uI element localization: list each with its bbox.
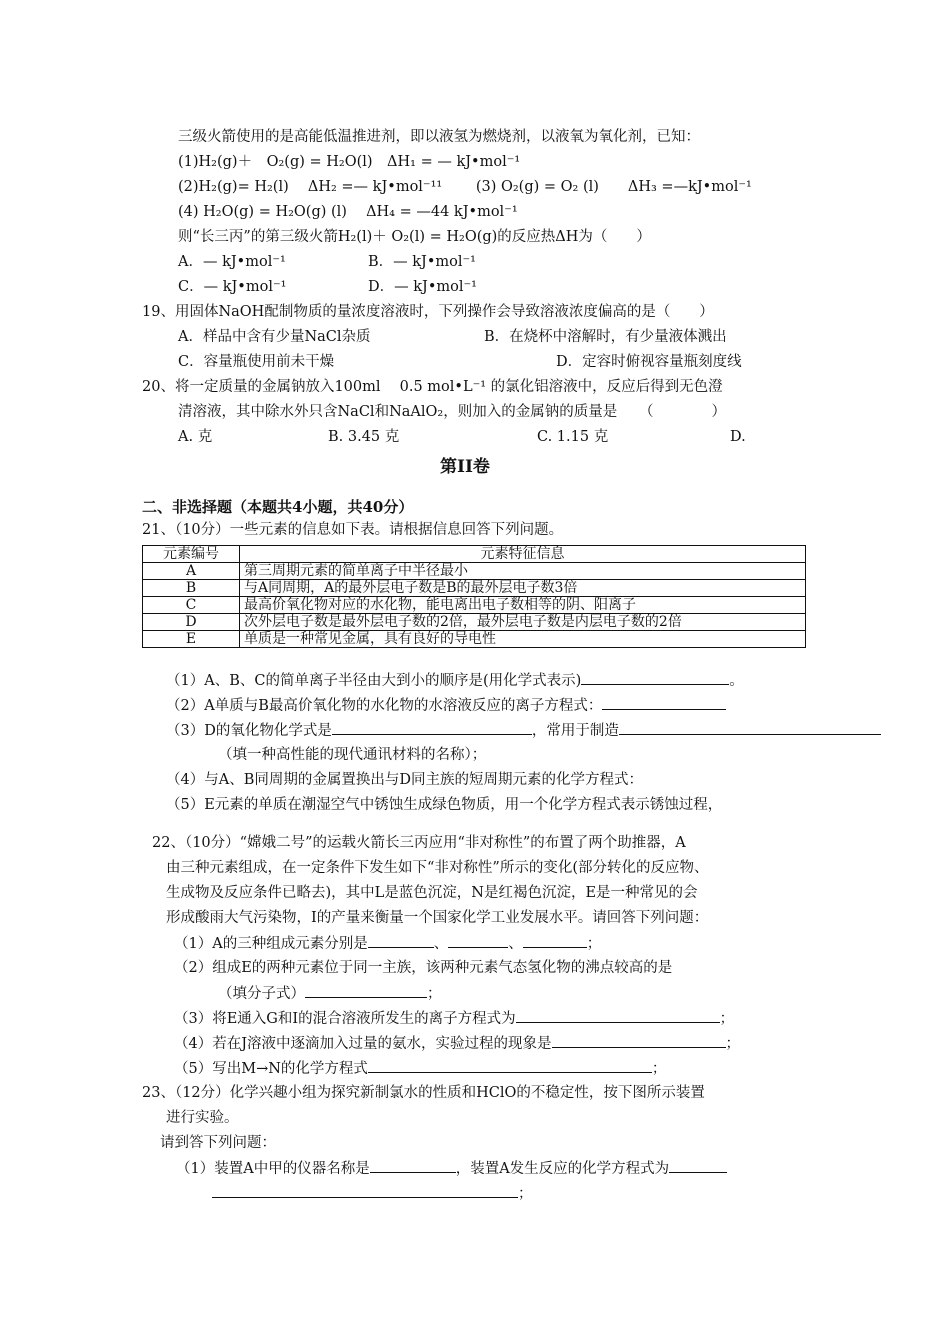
q22-part-5 xyxy=(174,1058,666,1079)
q23-part-1-text-a: （1）装置A中甲的仪器名称是 xyxy=(176,1161,370,1177)
table-header-code: 元素编号 xyxy=(143,546,240,563)
answer-blank[interactable] xyxy=(619,720,881,735)
answer-blank[interactable] xyxy=(212,1183,518,1198)
q20-stem-line-1: 20、将一定质量的金属钠放入100ml 0.5 mol•L⁻¹ 的氯化铝溶液中，反应后得到无色澄 xyxy=(142,379,723,395)
q23-prompt: 请到答下列问题： xyxy=(160,1135,276,1151)
q22-stem-line-2: 由三种元素组成，在一定条件下发生如下“非对称性”所示的变化(部分转化的反应物、 xyxy=(166,860,709,876)
section2-heading: 二、非选择题（本题共4小题，共40分） xyxy=(142,498,414,516)
answer-blank[interactable] xyxy=(669,1158,727,1173)
q20-stem-line-2: 清溶液，其中除水外只含NaCl和NaAlO₂，则加入的金属钠的质量是 （ ） xyxy=(178,404,726,420)
q22-part-4-text: （4）若在J溶液中逐滴加入过量的氨水，实验过程的现象是 xyxy=(174,1036,552,1052)
q23-part-1-cont xyxy=(212,1183,533,1204)
q18-option-b: B．— kJ•mol⁻¹ xyxy=(368,254,476,270)
q22-stem-line-4: 形成酸雨大气污染物，I的产量来衡量一个国家化学工业发展水平。请回答下列问题： xyxy=(166,910,709,926)
q21-part-1-end: 。 xyxy=(729,673,744,689)
part2-title: 第II卷 xyxy=(440,457,490,477)
table-cell-code: C xyxy=(143,597,240,614)
q21-part-3-text-a: （3）D的氧化物化学式是 xyxy=(166,723,332,739)
q19-option-b: B．在烧杯中溶解时，有少量液体溅出 xyxy=(484,329,727,345)
table-row xyxy=(143,631,806,648)
q21-part-3-text-b: ，常用于制造 xyxy=(531,723,619,739)
q18-intro: 三级火箭使用的是高能低温推进剂，即以液氢为燃烧剂，以液氧为氧化剂，已知： xyxy=(178,129,700,145)
answer-blank[interactable] xyxy=(523,933,587,948)
table-cell-code: B xyxy=(143,580,240,597)
answer-blank[interactable] xyxy=(516,1008,720,1023)
answer-blank[interactable] xyxy=(602,695,726,710)
answer-blank[interactable] xyxy=(448,933,508,948)
q22-part-3-text: （3）将E通入G和I的混合溶液所发生的离子方程式为 xyxy=(174,1011,516,1027)
answer-blank[interactable] xyxy=(368,1058,652,1073)
q21-stem: 21、（10分）一些元素的信息如下表。请根据信息回答下列问题。 xyxy=(142,522,564,538)
q18-option-d: D．— kJ•mol⁻¹ xyxy=(368,279,477,295)
q18-option-a: A．— kJ•mol⁻¹ xyxy=(178,254,286,270)
answer-blank[interactable] xyxy=(552,1033,726,1048)
q20-option-c: C. 1.15 克 xyxy=(537,429,609,445)
table-cell-info: 第三周期元素的简单离子中半径最小 xyxy=(240,563,806,580)
q19-stem: 19、用固体NaOH配制物质的量浓度溶液时，下列操作会导致溶液浓度偏高的是（ ） xyxy=(142,304,714,320)
answer-blank[interactable] xyxy=(368,933,434,948)
table-cell-code: A xyxy=(143,563,240,580)
q21-part-1 xyxy=(166,670,744,691)
q20-option-a: A. 克 xyxy=(178,429,213,445)
q23-stem-line-2: 进行实验。 xyxy=(166,1110,239,1126)
q19-option-d: D．定容时俯视容量瓶刻度线 xyxy=(556,354,742,370)
q18-equation-1: (1)H₂(g)＋ O₂(g) = H₂O(l) ΔH₁ = — kJ•mol⁻¹ xyxy=(178,154,521,170)
table-row xyxy=(143,580,806,597)
table-cell-info: 最高价氧化物对应的水化物，能电离出电子数相等的阴、阳离子 xyxy=(240,597,806,614)
q19-option-c: C．容量瓶使用前未干燥 xyxy=(178,354,335,370)
q21-part-5: （5）E元素的单质在潮湿空气中锈蚀生成绿色物质，用一个化学方程式表示锈蚀过程， xyxy=(166,797,723,813)
semicolon: ； xyxy=(719,1011,735,1027)
q22-part-1-text: （1）A的三种组成元素分别是 xyxy=(174,936,368,952)
q18-option-c: C．— kJ•mol⁻¹ xyxy=(178,279,287,295)
q22-part-3 xyxy=(174,1008,734,1029)
q21-part-2 xyxy=(166,695,726,716)
q18-equation-2-3: (2)H₂(g)= H₂(l) ΔH₂ =— kJ•mol⁻¹¹ (3) O₂(g) = O₂ (l) ΔH₃ =—kJ•mol⁻¹ xyxy=(178,179,752,195)
table-header-info: 元素特征信息 xyxy=(240,546,806,563)
q20-option-d: D. xyxy=(730,429,746,445)
q22-stem-line-1: 22、（10分）“嫦娥二号”的运载火箭长三丙应用“非对称性”的布置了两个助推器，A xyxy=(152,835,686,851)
q23-part-1-text-b: ，装置A发生反应的化学方程式为 xyxy=(455,1161,670,1177)
q19-option-a: A．样品中含有少量NaCl杂质 xyxy=(178,329,371,345)
table-row xyxy=(143,597,806,614)
semicolon: ； xyxy=(725,1036,741,1052)
table-cell-code: E xyxy=(143,631,240,648)
q22-part-4 xyxy=(174,1033,740,1054)
table-cell-info: 次外层电子数是最外层电子数的2倍，最外层电子数是内层电子数的2倍 xyxy=(240,614,806,631)
q21-part-4: （4）与A、B同周期的金属置换出与D同主族的短周期元素的化学方程式： xyxy=(166,772,643,788)
table-cell-info: 单质是一种常见金属，具有良好的导电性 xyxy=(240,631,806,648)
table-cell-info: 与A同周期，A的最外层电子数是B的最外层电子数3倍 xyxy=(240,580,806,597)
q23-part-1 xyxy=(176,1158,727,1179)
semicolon: ； xyxy=(427,986,442,1002)
q22-part-2: （2）组成E的两种元素位于同一主族，该两种元素气态氢化物的沸点较高的是 xyxy=(174,960,673,976)
q23-stem-line-1: 23、（12分）化学兴趣小组为探究新制氯水的性质和HClO的不稳定性，按下图所示装置 xyxy=(142,1085,705,1101)
element-info-table xyxy=(142,545,806,648)
q20-option-b: B. 3.45 克 xyxy=(328,429,400,445)
answer-blank[interactable] xyxy=(370,1158,456,1173)
separator: 、 xyxy=(508,936,523,952)
answer-blank[interactable] xyxy=(332,720,532,735)
q22-part-1 xyxy=(174,933,601,954)
answer-blank[interactable] xyxy=(305,983,427,998)
table-row xyxy=(143,614,806,631)
separator: 、 xyxy=(433,936,449,952)
q22-part-2-text-b: （填分子式） xyxy=(218,986,305,1002)
table-cell-code: D xyxy=(143,614,240,631)
q21-part-3-note: （填一种高性能的现代通讯材料的名称）； xyxy=(218,747,487,763)
q22-part-2-b xyxy=(218,983,442,1004)
q21-part-3 xyxy=(166,720,881,741)
q21-part-2-text: （2）A单质与B最高价氧化物的水化物的水溶液反应的离子方程式： xyxy=(166,698,603,714)
table-row xyxy=(143,563,806,580)
semicolon: ； xyxy=(586,936,602,952)
semicolon: ； xyxy=(651,1061,667,1077)
q22-stem-line-3: 生成物及反应条件已略去)，其中L是蓝色沉淀，N是红褐色沉淀，E是一种常见的会 xyxy=(166,885,698,901)
q18-question: 则“长三丙”的第三级火箭H₂(l)＋ O₂(l) = H₂O(g)的反应热ΔH为（ ） xyxy=(178,229,651,245)
q21-part-1-text: （1）A、B、C的简单离子半径由大到小的顺序是(用化学式表示) xyxy=(166,673,582,689)
q18-equation-4: (4) H₂O(g) = H₂O(g) (l) ΔH₄ = —44 kJ•mol⁻¹ xyxy=(178,204,518,220)
semicolon: ； xyxy=(518,1186,533,1202)
answer-blank[interactable] xyxy=(581,670,729,685)
table-header-row xyxy=(143,546,806,563)
q22-part-5-text: （5）写出M→N的化学方程式 xyxy=(174,1061,368,1077)
